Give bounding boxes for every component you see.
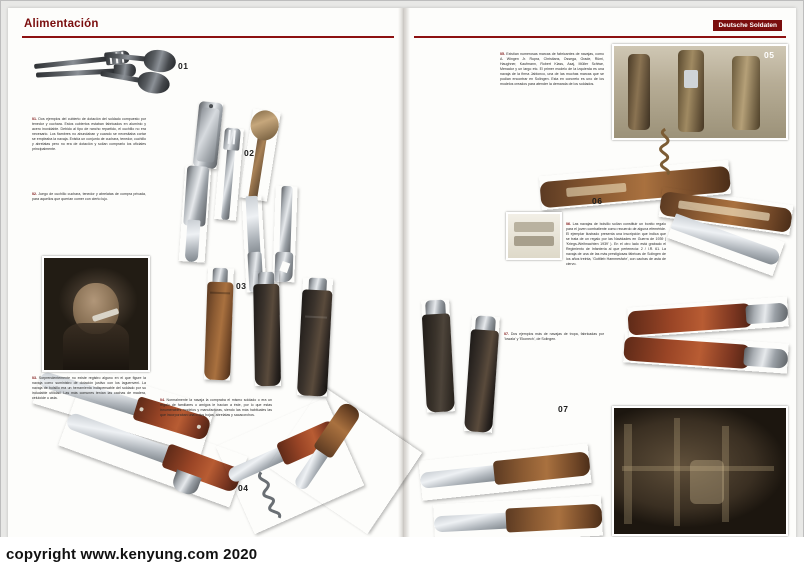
photo-soldier-eating [42, 256, 150, 372]
book-title-badge: Deutsche Soldaten [713, 20, 782, 31]
callout-02: 02 [244, 148, 255, 158]
caption-05 [500, 52, 604, 91]
caption-03 [32, 376, 146, 405]
pocket-knife-03-multi [297, 277, 333, 396]
caption-01-number: 01. [32, 117, 37, 121]
caption-06-text: Las navajas de bolsillo solían constituir un bonito regalo para el joven combatiente como recuerdo de alguna efeméride. El ejemplar ilustrado presenta una inscripción que indica que se trata de un regalo por las Navidades en Guerra de 1939 ( 'Kriegs-Weihnachten 1939' ). En el otro lado está grabado el Regimiento de Infantería al que pertenecía: 2 / I.R. 61. La navaja de una de las más prestigiosas fábricas de Solingen de los años treinta, 'Gottlieb Hammesfahr', con cachas de asta de ciervo. [566, 222, 666, 267]
photo-bunker-interior [612, 406, 788, 536]
caption-03-number: 03. [32, 376, 37, 380]
callout-03: 03 [236, 281, 247, 291]
copyright-bar [0, 537, 804, 571]
caption-04-number: 04. [160, 398, 165, 402]
callout-07: 07 [558, 404, 569, 414]
pocket-knife-03-wood [204, 268, 234, 381]
caption-02-text: Juego de cuchillo cuchara, tenedor y abrelatas de compra privada, para aquellos que querían comer con cierto lujo. [32, 192, 146, 202]
photo-knife-detail-tag [506, 212, 562, 260]
copyright-text: copyright www.kenyung.com 2020 [6, 545, 258, 563]
caption-07-number: 07. [504, 332, 509, 336]
caption-01-text: Dos ejemplos del cubierto de dotación del soldado compuesto por tenedor y cuchara. Estos cubiertos estaban fabricados en aluminio y acero inoxidable. Debido al tipo de rancho repartido, el cuchillo no era necesario. Los fiambres no abundaban y cuando se necesitaba cortar se empleaba la navaja. Existía un conjunto de cuchara, tenedor, cuchillo y abrelatas pero no era de dotación y solían comprarlo los oficiales principalmente. [32, 117, 146, 152]
header-rule-right [414, 36, 786, 38]
caption-05-number: 05. [500, 52, 505, 56]
caption-02-number: 02. [32, 192, 37, 196]
caption-03-text: Sorprendentemente no existe registro alguno en el que figure la navaja como suministro de dotación justivo con los laguenveni. La navaja de bolsillo era un herramienta indispensable del soldado por su indudable utilidad. Las más comunes tenían las cachas de madera, celuloide u asta. [32, 376, 146, 401]
can-opener-02 [272, 186, 297, 283]
caption-07-text: Dos ejemplos más de navajas de tropa, fabricadas por 'Iowala' y 'Ekonech', de Solingen. [504, 332, 604, 342]
photo-knives-inset-05 [612, 44, 788, 140]
caption-04 [160, 398, 272, 422]
callout-05: 05 [764, 50, 775, 60]
caption-05-text: Existían numerosas marcas de fabricantes de navajas, como A. Wingen Jr. Rupra, Christians, Ossega, Grade, Rümi, Haughner, Kaufmann, Robert Klass, Asaj, Müller Schiwe, Menador y un largo etc. El primer modelo de la izquierda es una navaja de la firma Jablonco, una de las muchas marcas que se podían encontrar en Solingen. Esta en concreto es uno de los modelos creados para atender la demanda de los soldados. [500, 52, 604, 87]
caption-02 [32, 192, 146, 206]
corkscrew-icon-06 [647, 126, 687, 177]
caption-01 [32, 117, 146, 156]
caption-06 [566, 222, 666, 271]
callout-01: 01 [178, 61, 189, 71]
caption-04-text: Normalmente la navaja la compraba el mismo soldado o era un regalo de familiares o amigos le hacían a éste, por lo que estas innumerables modelos y manufacturas, siendo las más habituales las que incorporaban una o dos hojas, abrelatas y sacacorchos. [160, 398, 272, 418]
pocket-knife-03-horn [253, 272, 281, 386]
header-rule-left [22, 36, 394, 38]
caption-07 [504, 332, 604, 346]
folded-knife-column-a [421, 299, 455, 412]
page-title: Alimentación [24, 18, 99, 30]
callout-04: 04 [238, 483, 249, 493]
caption-06-number: 06. [566, 222, 571, 226]
callout-06: 06 [592, 196, 603, 206]
